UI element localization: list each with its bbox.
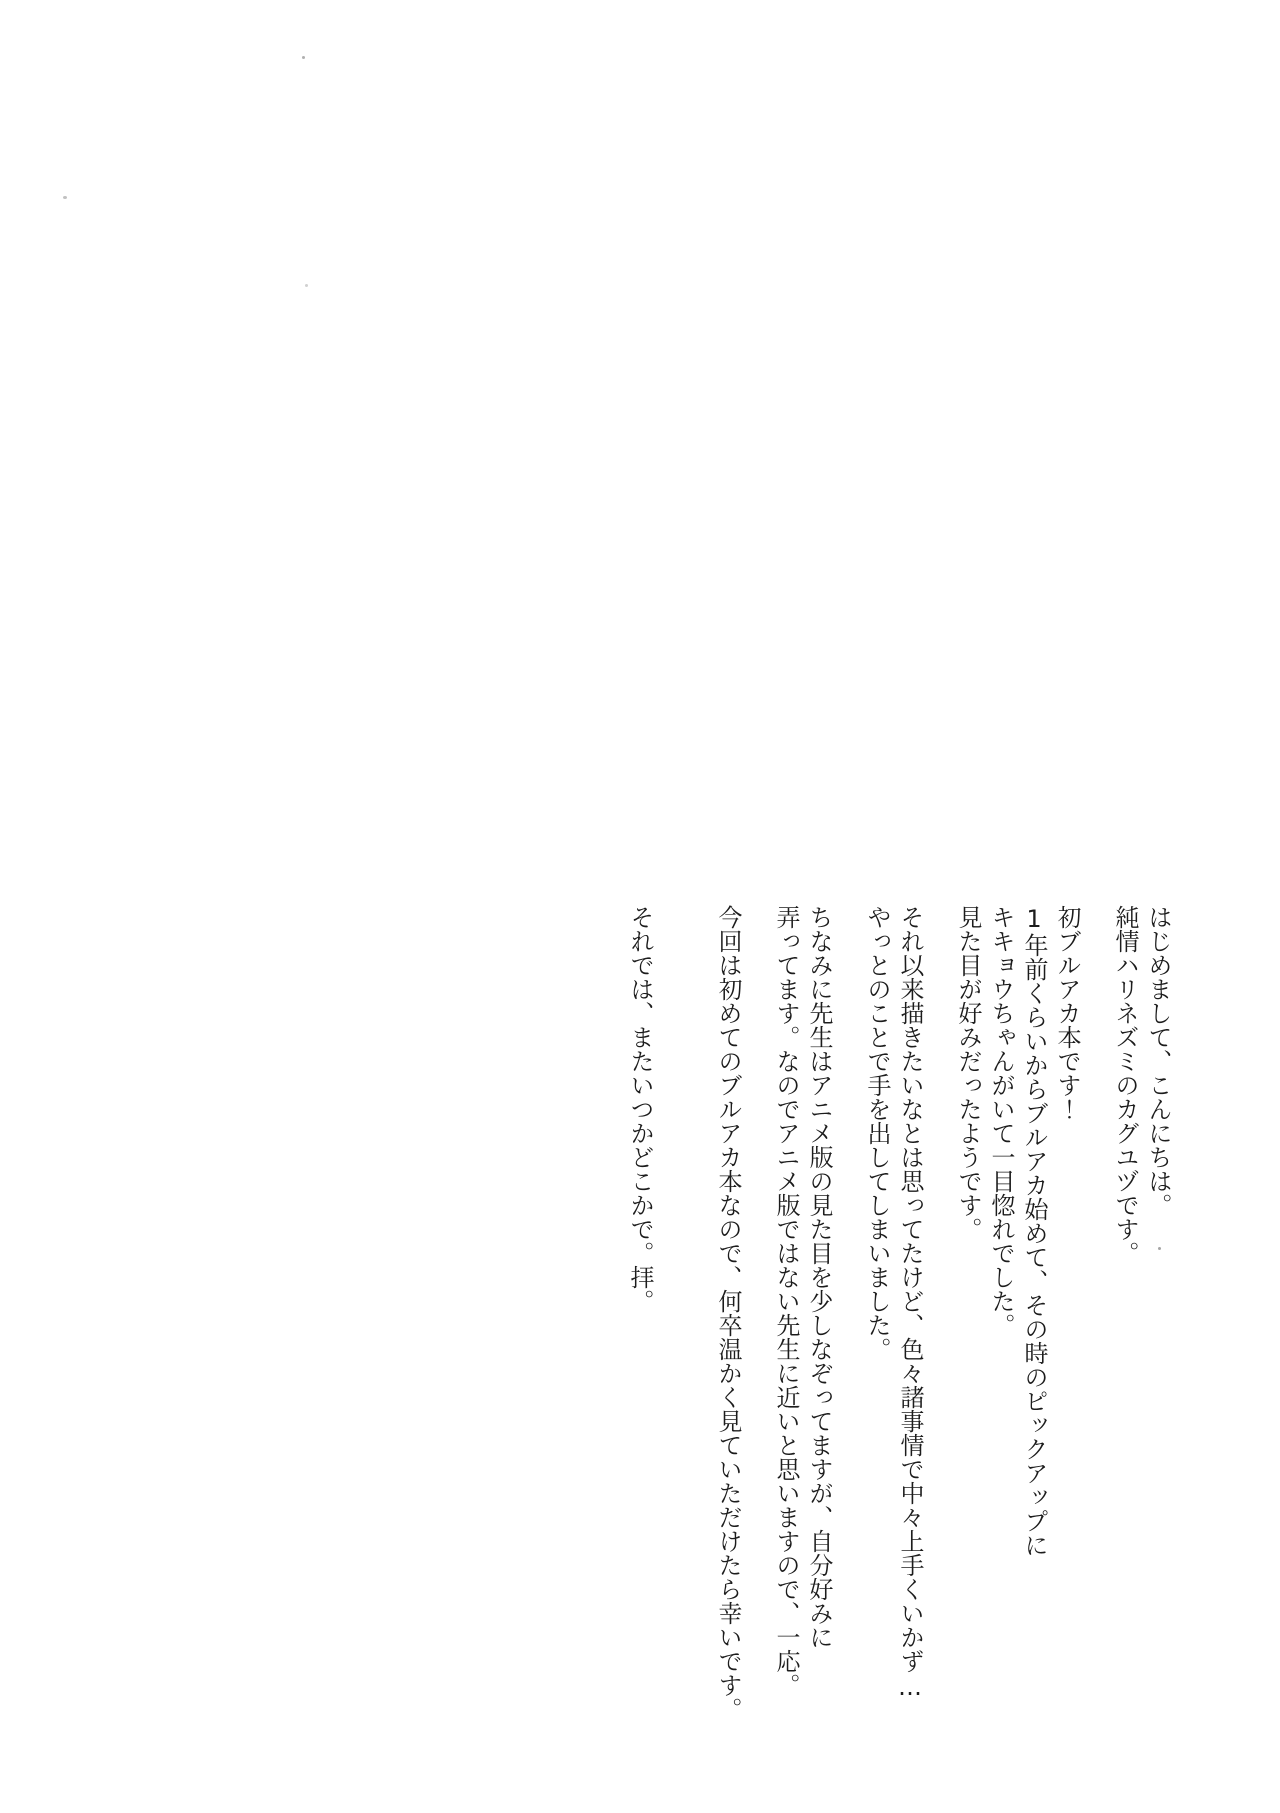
afterword-line: 純情ハリネズミのカグユヅです。 (1111, 905, 1139, 1265)
afterword-paragraph-request (711, 905, 744, 1735)
afterword-line: キキョウちゃんがいて一目惚れでした。 (987, 905, 1015, 1337)
scan-dust-speck (302, 56, 305, 59)
afterword-line: 今回は初めてのブルアカ本なので、何卒温かく見ていただけたら幸いです。 (714, 905, 742, 1721)
scan-dust-speck (305, 284, 308, 287)
afterword-text-block (623, 905, 1174, 1735)
afterword-line: ちなみに先生はアニメ版の見た目を少しなぞってますが、自分好みに (805, 905, 833, 1649)
afterword-line: 弄ってます。なのでアニメ版ではない先生に近いと思いますので、一応。 (772, 905, 800, 1697)
afterword-line: 初ブルアカ本です！ (1053, 905, 1081, 1121)
afterword-line: やっとのことで手を出してしまいました。 (863, 905, 891, 1361)
afterword-line: はじめまして、こんにちは。 (1144, 905, 1172, 1217)
afterword-line: 見た目が好みだったようです。 (954, 905, 982, 1241)
afterword-line: それでは、またいつかどこかで。拝。 (626, 905, 654, 1313)
afterword-paragraph-signoff (623, 905, 656, 1735)
afterword-paragraph-sensei-design (769, 905, 835, 1735)
afterword-paragraph-finally-drew (860, 905, 926, 1735)
afterword-paragraph-greeting (1108, 905, 1174, 1735)
scan-dust-speck (1158, 1247, 1161, 1250)
afterword-line: それ以来描きたいなとは思ってたけど、色々諸事情で中々上手くいかず… (896, 905, 924, 1701)
afterword-paragraph-first-book (951, 905, 1083, 1735)
afterword-line: 1年前くらいからブルアカ始めて、その時のピックアップに (1020, 905, 1048, 1557)
scan-dust-speck (63, 196, 67, 199)
